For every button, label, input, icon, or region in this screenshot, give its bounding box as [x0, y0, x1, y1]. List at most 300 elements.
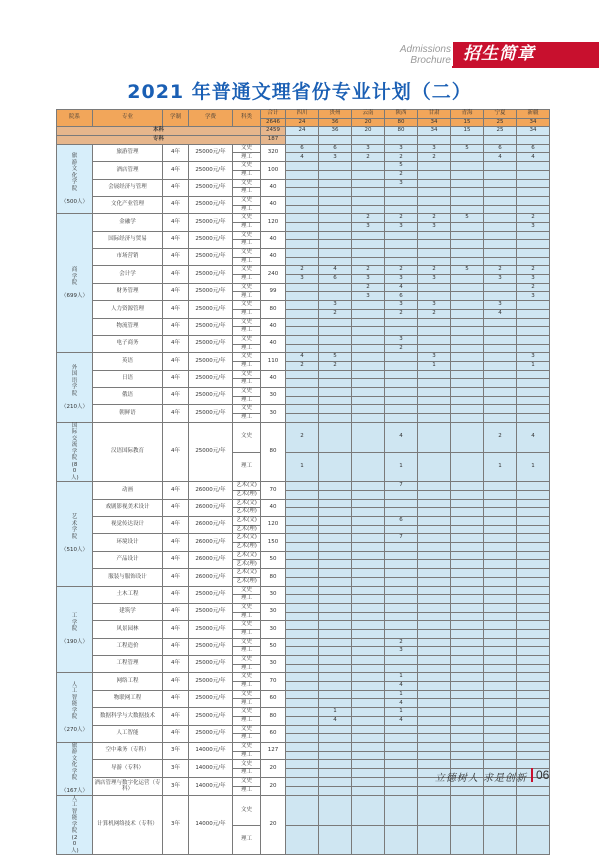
province-cell [517, 612, 550, 621]
table-row [57, 638, 550, 647]
column-total-cell: 24 [286, 118, 319, 127]
province-cell [385, 525, 418, 534]
province-cell [385, 595, 418, 604]
major-years: 4年 [163, 569, 189, 586]
province-cell [451, 318, 484, 327]
province-cell [286, 647, 319, 656]
province-cell: 1 [319, 708, 352, 717]
province-cell [286, 405, 319, 414]
department-count: （167人） [61, 788, 88, 795]
major-total: 240 [261, 266, 286, 283]
column-header: 贵州 [319, 110, 352, 119]
province-cell [319, 795, 352, 825]
province-cell [451, 499, 484, 508]
province-cell [286, 170, 319, 179]
subject-type: 理工 [233, 825, 261, 855]
province-cell [484, 656, 517, 665]
subject-type: 文史 [233, 214, 261, 223]
province-cell [418, 543, 451, 552]
province-cell [418, 787, 451, 796]
province-cell [352, 517, 385, 526]
department-name: 国际交流学院(80人) [71, 422, 79, 481]
major-total: 320 [261, 144, 286, 161]
band-value [286, 136, 319, 145]
major-years: 4年 [163, 335, 189, 352]
column-header: 云南 [352, 110, 385, 119]
province-cell [319, 231, 352, 240]
province-cell [418, 525, 451, 534]
major-total: 99 [261, 283, 286, 300]
table-row [57, 725, 550, 734]
subject-type: 文史 [233, 422, 261, 452]
enrollment-plan-table [56, 109, 550, 855]
table-row [57, 482, 550, 491]
province-cell: 5 [451, 266, 484, 275]
column-total-cell: 2646 [261, 118, 286, 127]
province-cell: 2 [418, 266, 451, 275]
province-cell [484, 560, 517, 569]
province-cell [517, 664, 550, 673]
province-cell: 4 [385, 716, 418, 725]
major-years: 4年 [163, 318, 189, 335]
subject-type: 文史 [233, 586, 261, 595]
province-cell [385, 361, 418, 370]
banner-underline [452, 66, 599, 68]
major-fee: 25000元/年 [189, 353, 233, 370]
province-cell [319, 769, 352, 778]
province-cell [418, 551, 451, 560]
major-name: 数据科学与大数据技术 [93, 708, 163, 725]
province-cell [517, 370, 550, 379]
province-cell [418, 716, 451, 725]
province-cell [352, 405, 385, 414]
column-header: 宁夏 [484, 110, 517, 119]
province-cell [286, 742, 319, 751]
major-total: 40 [261, 335, 286, 352]
province-cell [484, 795, 517, 825]
province-cell [451, 301, 484, 310]
province-cell: 3 [352, 275, 385, 284]
province-cell [451, 795, 484, 825]
province-cell [484, 388, 517, 397]
subject-type: 理工 [233, 647, 261, 656]
province-cell: 6 [385, 292, 418, 301]
province-cell [319, 396, 352, 405]
major-years: 4年 [163, 422, 189, 482]
province-cell [484, 353, 517, 362]
province-cell [517, 379, 550, 388]
province-cell: 5 [319, 353, 352, 362]
province-cell [286, 787, 319, 796]
province-cell [418, 534, 451, 543]
province-cell [418, 283, 451, 292]
table-row [57, 301, 550, 310]
province-cell [451, 370, 484, 379]
province-cell [385, 621, 418, 630]
province-cell: 2 [319, 361, 352, 370]
department-name: 旅游文化学院 [71, 153, 78, 192]
province-cell [286, 699, 319, 708]
table-row [57, 179, 550, 188]
column-total-cell: 34 [517, 118, 550, 127]
province-cell [451, 825, 484, 855]
province-cell [418, 318, 451, 327]
column-header: 学制 [163, 110, 189, 127]
province-cell [418, 673, 451, 682]
table-row [57, 656, 550, 665]
province-cell [352, 560, 385, 569]
major-fee: 25000元/年 [189, 708, 233, 725]
province-cell [418, 725, 451, 734]
province-cell: 2 [352, 214, 385, 223]
table-row [57, 388, 550, 397]
table-row [57, 760, 550, 769]
department-count: （500人） [61, 198, 88, 205]
province-cell [286, 760, 319, 769]
province-cell [517, 205, 550, 214]
major-fee: 26000元/年 [189, 551, 233, 568]
province-cell [451, 708, 484, 717]
province-cell [385, 508, 418, 517]
subject-type: 文史 [233, 690, 261, 699]
province-cell [418, 760, 451, 769]
province-cell [286, 734, 319, 743]
column-header: 科类 [233, 110, 261, 127]
band-label: 专科 [57, 136, 261, 145]
major-fee: 14000元/年 [189, 795, 233, 855]
province-cell [418, 517, 451, 526]
province-cell: 4 [385, 699, 418, 708]
province-cell [484, 742, 517, 751]
province-cell [319, 551, 352, 560]
province-cell [352, 170, 385, 179]
province-cell [484, 699, 517, 708]
province-cell [451, 240, 484, 249]
subject-type: 艺术(理) [233, 577, 261, 586]
table-row [57, 214, 550, 223]
province-cell [451, 664, 484, 673]
major-years: 4年 [163, 551, 189, 568]
province-cell [484, 214, 517, 223]
major-years: 4年 [163, 214, 189, 231]
province-cell [385, 490, 418, 499]
province-cell [352, 249, 385, 258]
province-cell: 1 [385, 708, 418, 717]
major-name: 空中乘务（专科） [93, 742, 163, 759]
province-cell [418, 162, 451, 171]
major-total: 40 [261, 249, 286, 266]
province-cell [484, 595, 517, 604]
province-cell: 1 [418, 361, 451, 370]
province-cell [418, 335, 451, 344]
province-cell [385, 551, 418, 560]
province-cell [517, 335, 550, 344]
province-cell [418, 656, 451, 665]
table-row [57, 231, 550, 240]
table-row [57, 370, 550, 379]
department-name: 工学院 [71, 613, 78, 633]
province-cell [385, 612, 418, 621]
subject-type: 文史 [233, 621, 261, 630]
department-count: （190人） [61, 639, 88, 646]
department-cell [57, 586, 93, 673]
major-name: 市场营销 [93, 249, 163, 266]
province-cell [484, 673, 517, 682]
province-cell [451, 560, 484, 569]
province-cell [319, 196, 352, 205]
table-row [57, 196, 550, 205]
subject-type: 理工 [233, 734, 261, 743]
subject-type: 理工 [233, 275, 261, 284]
province-cell [484, 196, 517, 205]
major-total: 40 [261, 196, 286, 213]
province-cell [484, 577, 517, 586]
subject-type: 文史 [233, 231, 261, 240]
province-cell [352, 344, 385, 353]
province-cell [451, 508, 484, 517]
province-cell [352, 482, 385, 491]
province-cell [484, 249, 517, 258]
province-cell [286, 716, 319, 725]
subject-type: 文史 [233, 266, 261, 275]
subject-type: 文史 [233, 301, 261, 310]
province-cell [352, 257, 385, 266]
major-name: 电子商务 [93, 335, 163, 352]
subject-type: 文史 [233, 144, 261, 153]
major-name: 导游（专科） [93, 760, 163, 778]
province-cell [451, 612, 484, 621]
province-cell: 3 [352, 144, 385, 153]
province-cell [385, 725, 418, 734]
province-cell [352, 708, 385, 717]
province-cell [352, 205, 385, 214]
department-count: （699人） [61, 293, 88, 299]
province-cell [352, 699, 385, 708]
province-cell [451, 725, 484, 734]
major-years: 4年 [163, 179, 189, 196]
major-total: 50 [261, 551, 286, 568]
subject-type: 文史 [233, 318, 261, 327]
province-cell [319, 560, 352, 569]
province-cell [319, 222, 352, 231]
province-cell: 1 [286, 452, 319, 482]
province-cell: 2 [517, 283, 550, 292]
province-cell [517, 708, 550, 717]
province-cell [517, 188, 550, 197]
province-cell [451, 396, 484, 405]
province-cell [352, 353, 385, 362]
major-fee: 25000元/年 [189, 370, 233, 387]
province-cell [418, 396, 451, 405]
province-cell [517, 673, 550, 682]
province-cell [319, 825, 352, 855]
province-cell [352, 647, 385, 656]
subject-type: 理工 [233, 170, 261, 179]
major-name: 朝鲜语 [93, 405, 163, 422]
province-cell [286, 708, 319, 717]
province-cell [385, 603, 418, 612]
major-fee: 25000元/年 [189, 179, 233, 196]
major-total: 40 [261, 370, 286, 387]
province-cell [484, 162, 517, 171]
major-total: 30 [261, 405, 286, 422]
major-total: 60 [261, 725, 286, 742]
province-cell [319, 603, 352, 612]
province-cell [517, 734, 550, 743]
major-fee: 25000元/年 [189, 405, 233, 422]
major-fee: 25000元/年 [189, 196, 233, 213]
province-cell [484, 318, 517, 327]
table-row [57, 621, 550, 630]
province-cell [286, 751, 319, 760]
province-cell: 6 [385, 517, 418, 526]
province-cell [385, 231, 418, 240]
major-years: 4年 [163, 370, 189, 387]
major-name: 土木工程 [93, 586, 163, 603]
major-name: 动画 [93, 482, 163, 499]
province-cell: 6 [286, 144, 319, 153]
province-cell [319, 379, 352, 388]
major-years: 4年 [163, 603, 189, 620]
band-value [352, 136, 385, 145]
major-name: 酒店管理 [93, 162, 163, 179]
province-cell [352, 577, 385, 586]
major-years: 3年 [163, 742, 189, 759]
department-cell [57, 482, 93, 586]
province-cell [319, 534, 352, 543]
province-cell [286, 335, 319, 344]
province-cell [286, 586, 319, 595]
province-cell [319, 283, 352, 292]
province-cell [352, 370, 385, 379]
province-cell: 2 [484, 422, 517, 452]
table-row [57, 673, 550, 682]
province-cell [319, 621, 352, 630]
province-cell [286, 543, 319, 552]
province-cell: 2 [352, 266, 385, 275]
province-cell [319, 422, 352, 452]
subject-type: 文史 [233, 283, 261, 292]
province-cell [385, 396, 418, 405]
province-cell [286, 595, 319, 604]
province-cell [484, 240, 517, 249]
province-cell [517, 586, 550, 595]
province-cell [352, 240, 385, 249]
province-cell [319, 452, 352, 482]
province-cell [286, 629, 319, 638]
province-cell [517, 499, 550, 508]
major-total: 30 [261, 388, 286, 405]
major-total: 80 [261, 422, 286, 482]
major-total: 120 [261, 517, 286, 534]
major-years: 4年 [163, 266, 189, 283]
major-name: 酒店管理与数字化运营（专科） [93, 778, 163, 796]
major-total: 127 [261, 742, 286, 759]
province-cell: 2 [286, 422, 319, 452]
province-cell [319, 327, 352, 336]
province-cell [451, 231, 484, 240]
header-row [57, 110, 550, 119]
province-cell [319, 787, 352, 796]
province-cell [286, 196, 319, 205]
major-years: 4年 [163, 586, 189, 603]
major-fee: 25000元/年 [189, 249, 233, 266]
table-row [57, 335, 550, 344]
province-cell [385, 751, 418, 760]
province-cell [517, 301, 550, 310]
province-cell [484, 621, 517, 630]
column-header: 新疆 [517, 110, 550, 119]
province-cell [385, 778, 418, 787]
province-cell [418, 379, 451, 388]
department-cell [57, 742, 93, 795]
province-cell [352, 760, 385, 769]
province-cell [484, 405, 517, 414]
major-years: 4年 [163, 517, 189, 534]
table-row [57, 162, 550, 171]
major-name: 工程管理 [93, 656, 163, 673]
province-cell [319, 490, 352, 499]
province-cell [484, 344, 517, 353]
province-cell [286, 551, 319, 560]
province-cell [484, 734, 517, 743]
province-cell [319, 508, 352, 517]
province-cell [418, 499, 451, 508]
major-years: 4年 [163, 231, 189, 248]
province-cell [418, 179, 451, 188]
subject-type: 理工 [233, 222, 261, 231]
province-cell: 3 [352, 292, 385, 301]
province-cell: 7 [385, 482, 418, 491]
province-cell: 3 [385, 647, 418, 656]
province-cell [451, 543, 484, 552]
table-row [57, 534, 550, 543]
province-cell [451, 335, 484, 344]
major-fee: 25000元/年 [189, 283, 233, 300]
province-cell [385, 734, 418, 743]
band-value: 20 [352, 127, 385, 136]
province-cell [352, 490, 385, 499]
subject-type: 文史 [233, 708, 261, 717]
province-cell: 4 [484, 309, 517, 318]
province-cell [484, 379, 517, 388]
province-cell [319, 673, 352, 682]
province-cell [451, 405, 484, 414]
province-cell [385, 769, 418, 778]
province-cell: 2 [385, 266, 418, 275]
province-cell [319, 188, 352, 197]
province-cell [517, 231, 550, 240]
province-cell: 3 [517, 222, 550, 231]
province-cell [319, 647, 352, 656]
province-cell [484, 690, 517, 699]
province-cell [418, 708, 451, 717]
table-row [57, 795, 550, 825]
province-cell [451, 170, 484, 179]
major-total: 80 [261, 569, 286, 586]
province-cell [286, 577, 319, 586]
major-fee: 25000元/年 [189, 725, 233, 742]
province-cell [352, 690, 385, 699]
province-cell [319, 162, 352, 171]
band-label: 本科 [57, 127, 261, 136]
subject-type: 理工 [233, 344, 261, 353]
province-cell [286, 179, 319, 188]
major-total: 110 [261, 353, 286, 370]
province-cell [286, 621, 319, 630]
province-cell [484, 629, 517, 638]
band-value [319, 136, 352, 145]
